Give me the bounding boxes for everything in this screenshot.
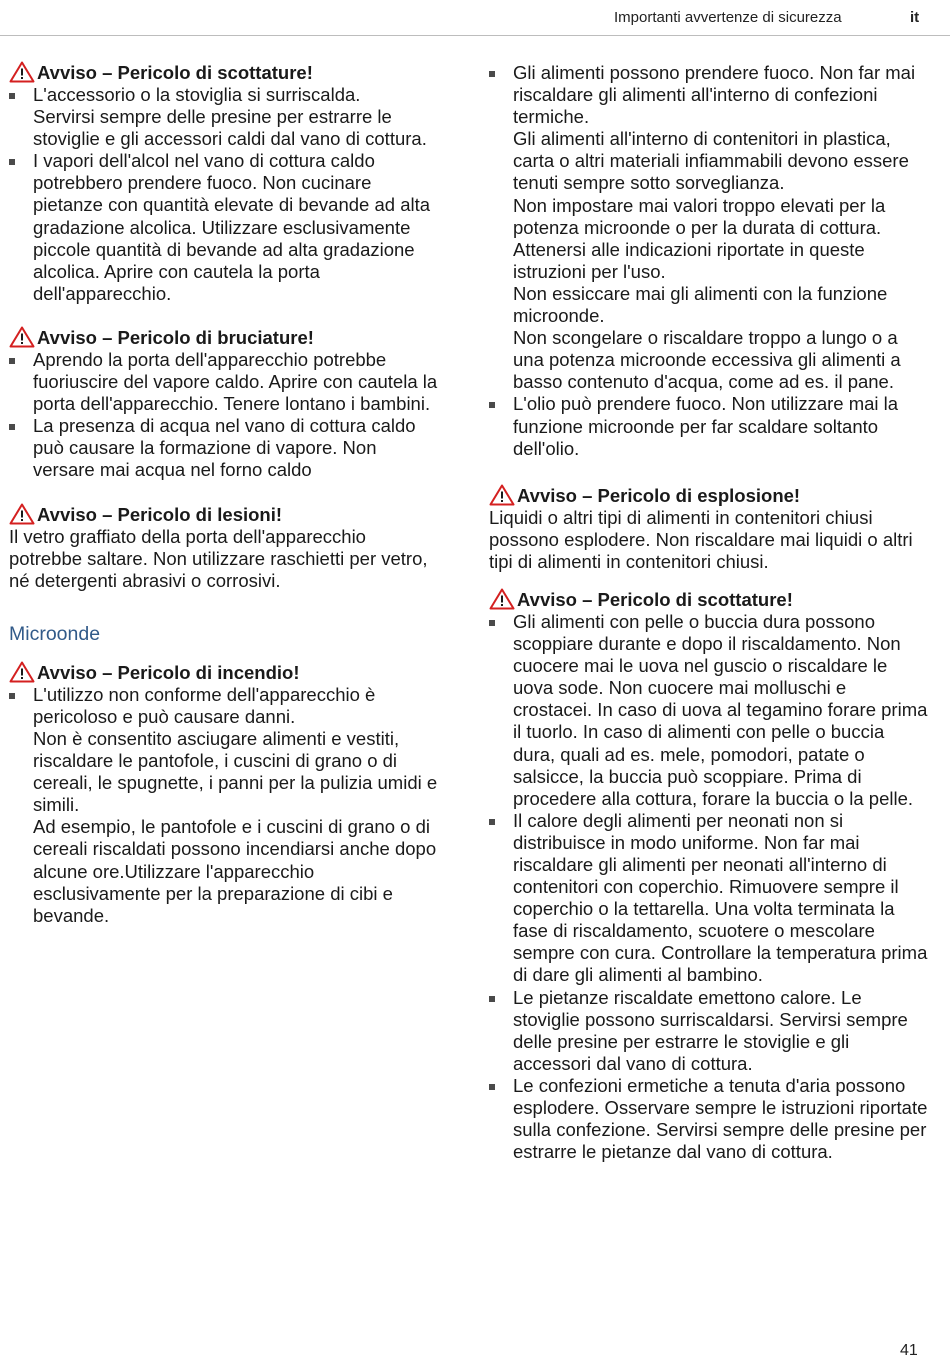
paragraph: Le pietanze riscaldate emettono calore. Le stoviglie possono surriscaldarsi. Servirsi sempre delle presine per estrarre le stoviglie e gli accessori dal vano di cottura. [513, 986, 908, 1074]
warning-heading [9, 504, 441, 526]
list-item [489, 62, 929, 393]
list-item [9, 349, 441, 415]
paragraph: Ad esempio, le pantofole e i cuscini di grano o di cereali riscaldati possono incendiarsi anche dopo alcune ore.Utilizzare l'apparecchio esclusivamente per la preparazione di cibi e bevande. [33, 816, 437, 926]
list-item [9, 150, 441, 305]
warning-heading-text: Avviso – Pericolo di bruciature! [37, 326, 314, 348]
list-item [489, 611, 929, 810]
list-item [9, 84, 441, 150]
warning-heading-text: Avviso – Pericolo di scottature! [37, 62, 313, 83]
warning-heading [489, 589, 929, 611]
warning-block-explosion [489, 485, 929, 573]
bullet-icon [9, 424, 15, 430]
paragraph: Gli alimenti all'interno di contenitori in plastica, carta o altri materiali infiammabili devono essere tenuti sempre sotto sorveglianza. [513, 128, 909, 194]
paragraph: L'accessorio o la stoviglia si surriscalda. [33, 84, 361, 105]
warning-heading-text: Avviso – Pericolo di scottature! [517, 588, 793, 610]
bullet-icon [9, 93, 15, 99]
warning-triangle-icon [489, 588, 515, 610]
warning-triangle-icon [9, 61, 35, 83]
section-title: Microonde [9, 622, 101, 645]
paragraph: Non essiccare mai gli alimenti con la funzione microonde. [513, 282, 888, 327]
warning-triangle-icon [489, 484, 515, 506]
warning-block-burns [9, 327, 441, 482]
header-language: it [910, 9, 920, 26]
bullet-icon [489, 402, 495, 408]
paragraph: Non è consentito asciugare alimenti e vestiti, riscaldare le pantofole, i cuscini di grano o di cereali, le spugnette, i panni per la pulizia umidi e simili. [33, 727, 438, 816]
warning-heading [9, 662, 441, 684]
paragraph: Le confezioni ermetiche a tenuta d'aria possono esplodere. Osservare sempre le istruzioni riportate sulla confezione. Servirsi sempre delle presine per estrarre le pietanze dal vano di cottura. [513, 1074, 928, 1163]
warning-heading [489, 485, 929, 507]
list-item [9, 684, 441, 927]
bullet-icon [9, 159, 15, 165]
right-column [489, 62, 929, 1163]
warning-heading [9, 62, 441, 84]
header-title: Importanti avvertenze di sicurezza [614, 9, 842, 26]
warning-heading-text: Avviso – Pericolo di lesioni! [37, 503, 283, 525]
list-item [489, 1075, 929, 1163]
paragraph: L'olio può prendere fuoco. Non utilizzare mai la funzione microonde per far scaldare soltanto dell'olio. [513, 393, 899, 459]
warning-triangle-icon [9, 661, 35, 683]
bullet-icon [489, 1084, 495, 1090]
paragraph: Non scongelare o riscaldare troppo a lungo o a una potenza microonde eccessiva gli alimenti a basso contenuto d'acqua, come ad es. il pane. [513, 327, 901, 393]
paragraph: Il vetro graffiato della porta dell'apparecchio potrebbe saltare. Non utilizzare raschietti per vetro, né detergenti abrasivi o corrosivi. [9, 525, 428, 591]
paragraph: L'utilizzo non conforme dell'apparecchio è pericoloso e può causare danni. [33, 683, 376, 727]
bullet-icon [489, 620, 495, 626]
warning-heading-text: Avviso – Pericolo di incendio! [37, 661, 300, 683]
bullet-icon [489, 71, 495, 77]
paragraph: Gli alimenti con pelle o buccia dura possono scoppiare durante e dopo il riscaldamento. Non cuocere mai le uova nel guscio o riscaldare le uova sode. Non cuocere mai molluschi e crostacei. In caso di uova al tegamino forare prima il tuorlo. In caso di alimenti con pelle o buccia dura, quali ad es. mele, pomodori, patate o salsicce, la buccia può scoppiare. Prima di procedere alla cottura, forare la buccia o la pelle. [513, 610, 928, 809]
bullet-icon [489, 996, 495, 1002]
bullet-icon [9, 693, 15, 699]
warning-block-injury [9, 504, 441, 592]
paragraph: Liquidi o altri tipi di alimenti in contenitori chiusi possono esplodere. Non riscaldare mai liquidi o altri tipi di alimenti in contenitori chiusi. [489, 506, 913, 572]
paragraph: Il calore degli alimenti per neonati non si distribuisce in modo uniforme. Non far mai riscaldare gli alimenti per neonati all'interno di contenitori con coperchio. Rimuovere sempre il coperchio o la tettarella. Una volta terminata la fase di riscaldamento, scuotere o mescolare sempre con cura. Controllare la temperatura prima di dare gli alimenti al bambino. [513, 809, 928, 986]
bullet-icon [489, 819, 495, 825]
list-item [9, 415, 441, 481]
list-item [489, 810, 929, 987]
left-column [9, 62, 441, 927]
paragraph: I vapori dell'alcol nel vano di cottura caldo potrebbero prendere fuoco. Non cucinare pietanze con quantità elevate di bevande ad alta gradazione alcolica. Utilizzare esclusivamente piccole quantità di bevande ad alta gradazione alcolica. Aprire con cautela la porta dell'apparecchio. [33, 150, 431, 304]
page-number: 41 [900, 1342, 918, 1359]
paragraph: Aprendo la porta dell'apparecchio potrebbe fuoriuscire del vapore caldo. Aprire con cautela la porta dell'apparecchio. Tenere lontano i bambini. [33, 348, 438, 415]
paragraph: Gli alimenti possono prendere fuoco. Non far mai riscaldare gli alimenti all'interno di confezioni termiche. [513, 62, 916, 128]
warning-heading-text: Avviso – Pericolo di esplosione! [517, 484, 801, 506]
warning-triangle-icon [9, 326, 35, 348]
warning-triangle-icon [9, 503, 35, 525]
paragraph: La presenza di acqua nel vano di cottura caldo può causare la formazione di vapore. Non versare mai acqua nel forno caldo [33, 415, 416, 481]
warning-block-fire [9, 662, 441, 927]
paragraph: Non impostare mai valori troppo elevati per la potenza microonde o per la durata di cottura. Attenersi alle indicazioni riportate in queste istruzioni per l'uso. [513, 194, 886, 282]
header-divider [0, 35, 950, 36]
warning-heading [9, 327, 441, 349]
list-item [489, 393, 929, 459]
paragraph: Servirsi sempre delle presine per estrarre le stoviglie e gli accessori caldi dal vano di cottura. [33, 106, 427, 150]
list-item [489, 987, 929, 1075]
warning-block-scald [9, 62, 441, 305]
bullet-icon [9, 358, 15, 364]
microwave-fire-list [489, 62, 929, 460]
warning-block-scald-2 [489, 589, 929, 1163]
